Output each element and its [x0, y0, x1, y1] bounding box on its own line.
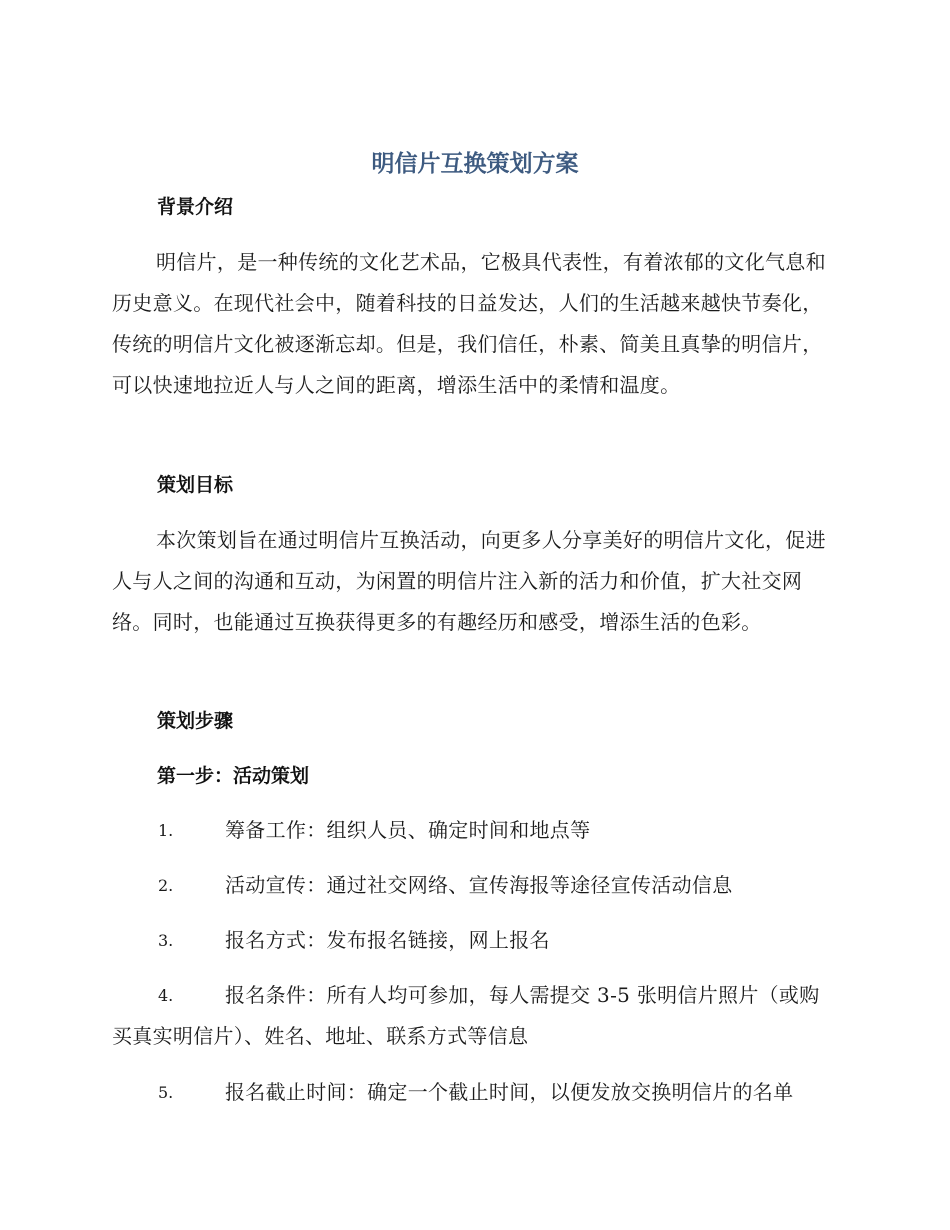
list-item [112, 920, 838, 961]
section-paragraph-goals: 本次策划旨在通过明信片互换活动，向更多人分享美好的明信片文化，促进人与人之间的沟通和互动，为闲置的明信片注入新的活力和价值，扩大社交网络。同时，也能通过互换获得更多的有趣经历和感受，增添生活的色彩。 [112, 528, 826, 634]
list-item-text: 筹备工作：组织人员、确定时间和地点等 [225, 818, 591, 842]
list-item-number: 1. [158, 821, 174, 840]
list-item-text: 报名条件：所有人均可参加，每人需提交 3-5 张明信片照片（或购买真实明信片）、姓名、地址、联系方式等信息 [112, 983, 820, 1048]
list-item-number: 4. [158, 986, 174, 1005]
list-item-text: 报名截止时间：确定一个截止时间，以便发放交换明信片的名单 [225, 1080, 794, 1104]
list-item-text: 报名方式：发布报名链接，网上报名 [225, 928, 550, 952]
list-item [112, 865, 838, 906]
section-heading-steps: 策划步骤 [157, 710, 234, 732]
list-item [112, 810, 838, 851]
list-item-number: 3. [158, 931, 174, 950]
list-item-number: 2. [158, 876, 174, 895]
list-item [112, 1072, 838, 1113]
list-item-number: 5. [158, 1083, 174, 1102]
section-heading-step-one: 第一步：活动策划 [157, 765, 310, 787]
section-paragraph-background: 明信片，是一种传统的文化艺术品，它极具代表性，有着浓郁的文化气息和历史意义。在现代社会中，随着科技的日益发达，人们的生活越来越快节奏化，传统的明信片文化被逐渐忘却。但是，我们信任，朴素、简美且真挚的明信片，可以快速地拉近人与人之间的距离，增添生活中的柔情和温度。 [112, 250, 826, 397]
list-item [112, 975, 838, 1057]
list-item-text: 活动宣传：通过社交网络、宣传海报等途径宣传活动信息 [225, 873, 733, 897]
document-title: 明信片互换策划方案 [371, 151, 579, 177]
section-heading-goals: 策划目标 [157, 474, 234, 496]
section-heading-background: 背景介绍 [157, 196, 234, 218]
